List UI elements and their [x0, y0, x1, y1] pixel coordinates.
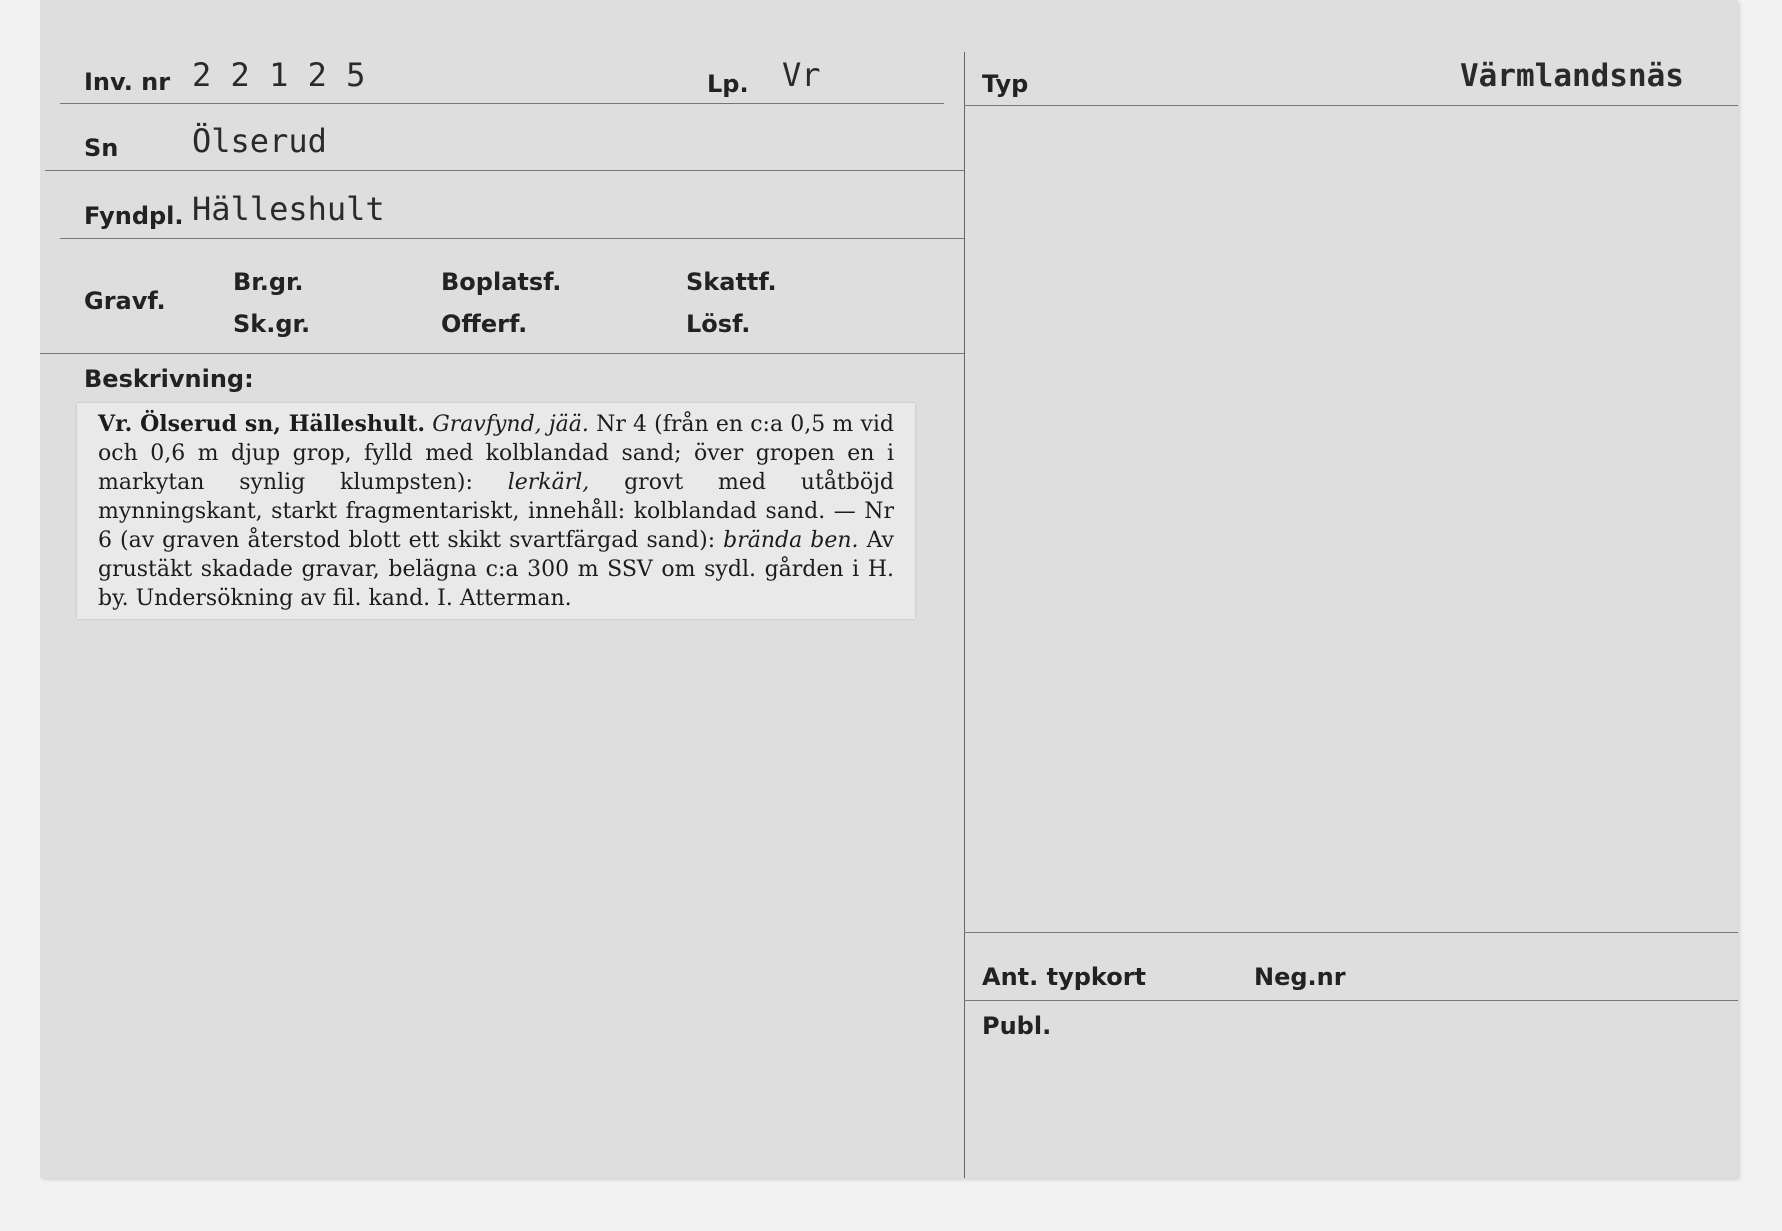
ant-typkort-label: Ant. typkort [982, 963, 1147, 991]
description-item-2: brända ben. [723, 528, 859, 553]
boplatsf-label: Boplatsf. [441, 268, 562, 296]
description-text [98, 410, 894, 613]
description-item-1: lerkärl, [507, 470, 590, 495]
publ-label: Publ. [982, 1012, 1052, 1040]
rule-inv [60, 103, 944, 104]
offerf-label: Offerf. [441, 310, 528, 338]
fyndpl-label: Fyndpl. [84, 202, 184, 230]
rule-fyndpl [60, 238, 964, 239]
skattf-label: Skattf. [686, 268, 777, 296]
typ-label: Typ [982, 70, 1029, 98]
neg-nr-label: Neg.nr [1254, 963, 1346, 991]
sn-label: Sn [84, 134, 119, 162]
beskrivning-label: Beskrivning: [84, 365, 254, 393]
description-heading: Vr. Ölserud sn, Hälleshult. [98, 411, 426, 437]
description-part-3: Av grustäkt skadade gravar, belägna c:a 300 m SSV om sydl. gården i H. by. Undersökning av fil. kand. I. Atterman. [98, 528, 894, 611]
typ-value: Värmlandsnäs [1460, 58, 1684, 94]
rule-ant-bottom [964, 1000, 1738, 1001]
rule-sn [45, 170, 964, 171]
gravf-label: Gravf. [84, 287, 166, 315]
brgr-label: Br.gr. [233, 268, 304, 296]
sn-value: Ölserud [192, 122, 327, 160]
description-part-1: Nr 4 (från en c:a 0,5 m vid och 0,6 m djup grop, fylld med kolblandad sand; över gropen en i markytan synlig klumpsten): [98, 412, 894, 495]
rule-ant-top [964, 932, 1738, 933]
description-find-type: Gravfynd, jää. [432, 412, 589, 437]
skgr-label: Sk.gr. [233, 310, 311, 338]
rule-typ [964, 105, 1738, 106]
losf-label: Lösf. [686, 310, 751, 338]
rule-gravf [40, 353, 964, 354]
inv-nr-label: Inv. nr [84, 68, 171, 96]
description-part-2: grovt med utåtböjd mynningskant, starkt fragmentariskt, innehåll: kolblandad sand. — Nr 6 (av graven återstod blott ett skikt svartfärgad sand): [98, 470, 895, 553]
lp-label: Lp. [707, 70, 749, 98]
lp-value: Vr [782, 56, 821, 94]
inv-nr-value: 2 2 1 2 5 [192, 56, 366, 94]
column-divider [964, 52, 965, 1178]
fyndpl-value: Hälleshult [192, 190, 385, 228]
